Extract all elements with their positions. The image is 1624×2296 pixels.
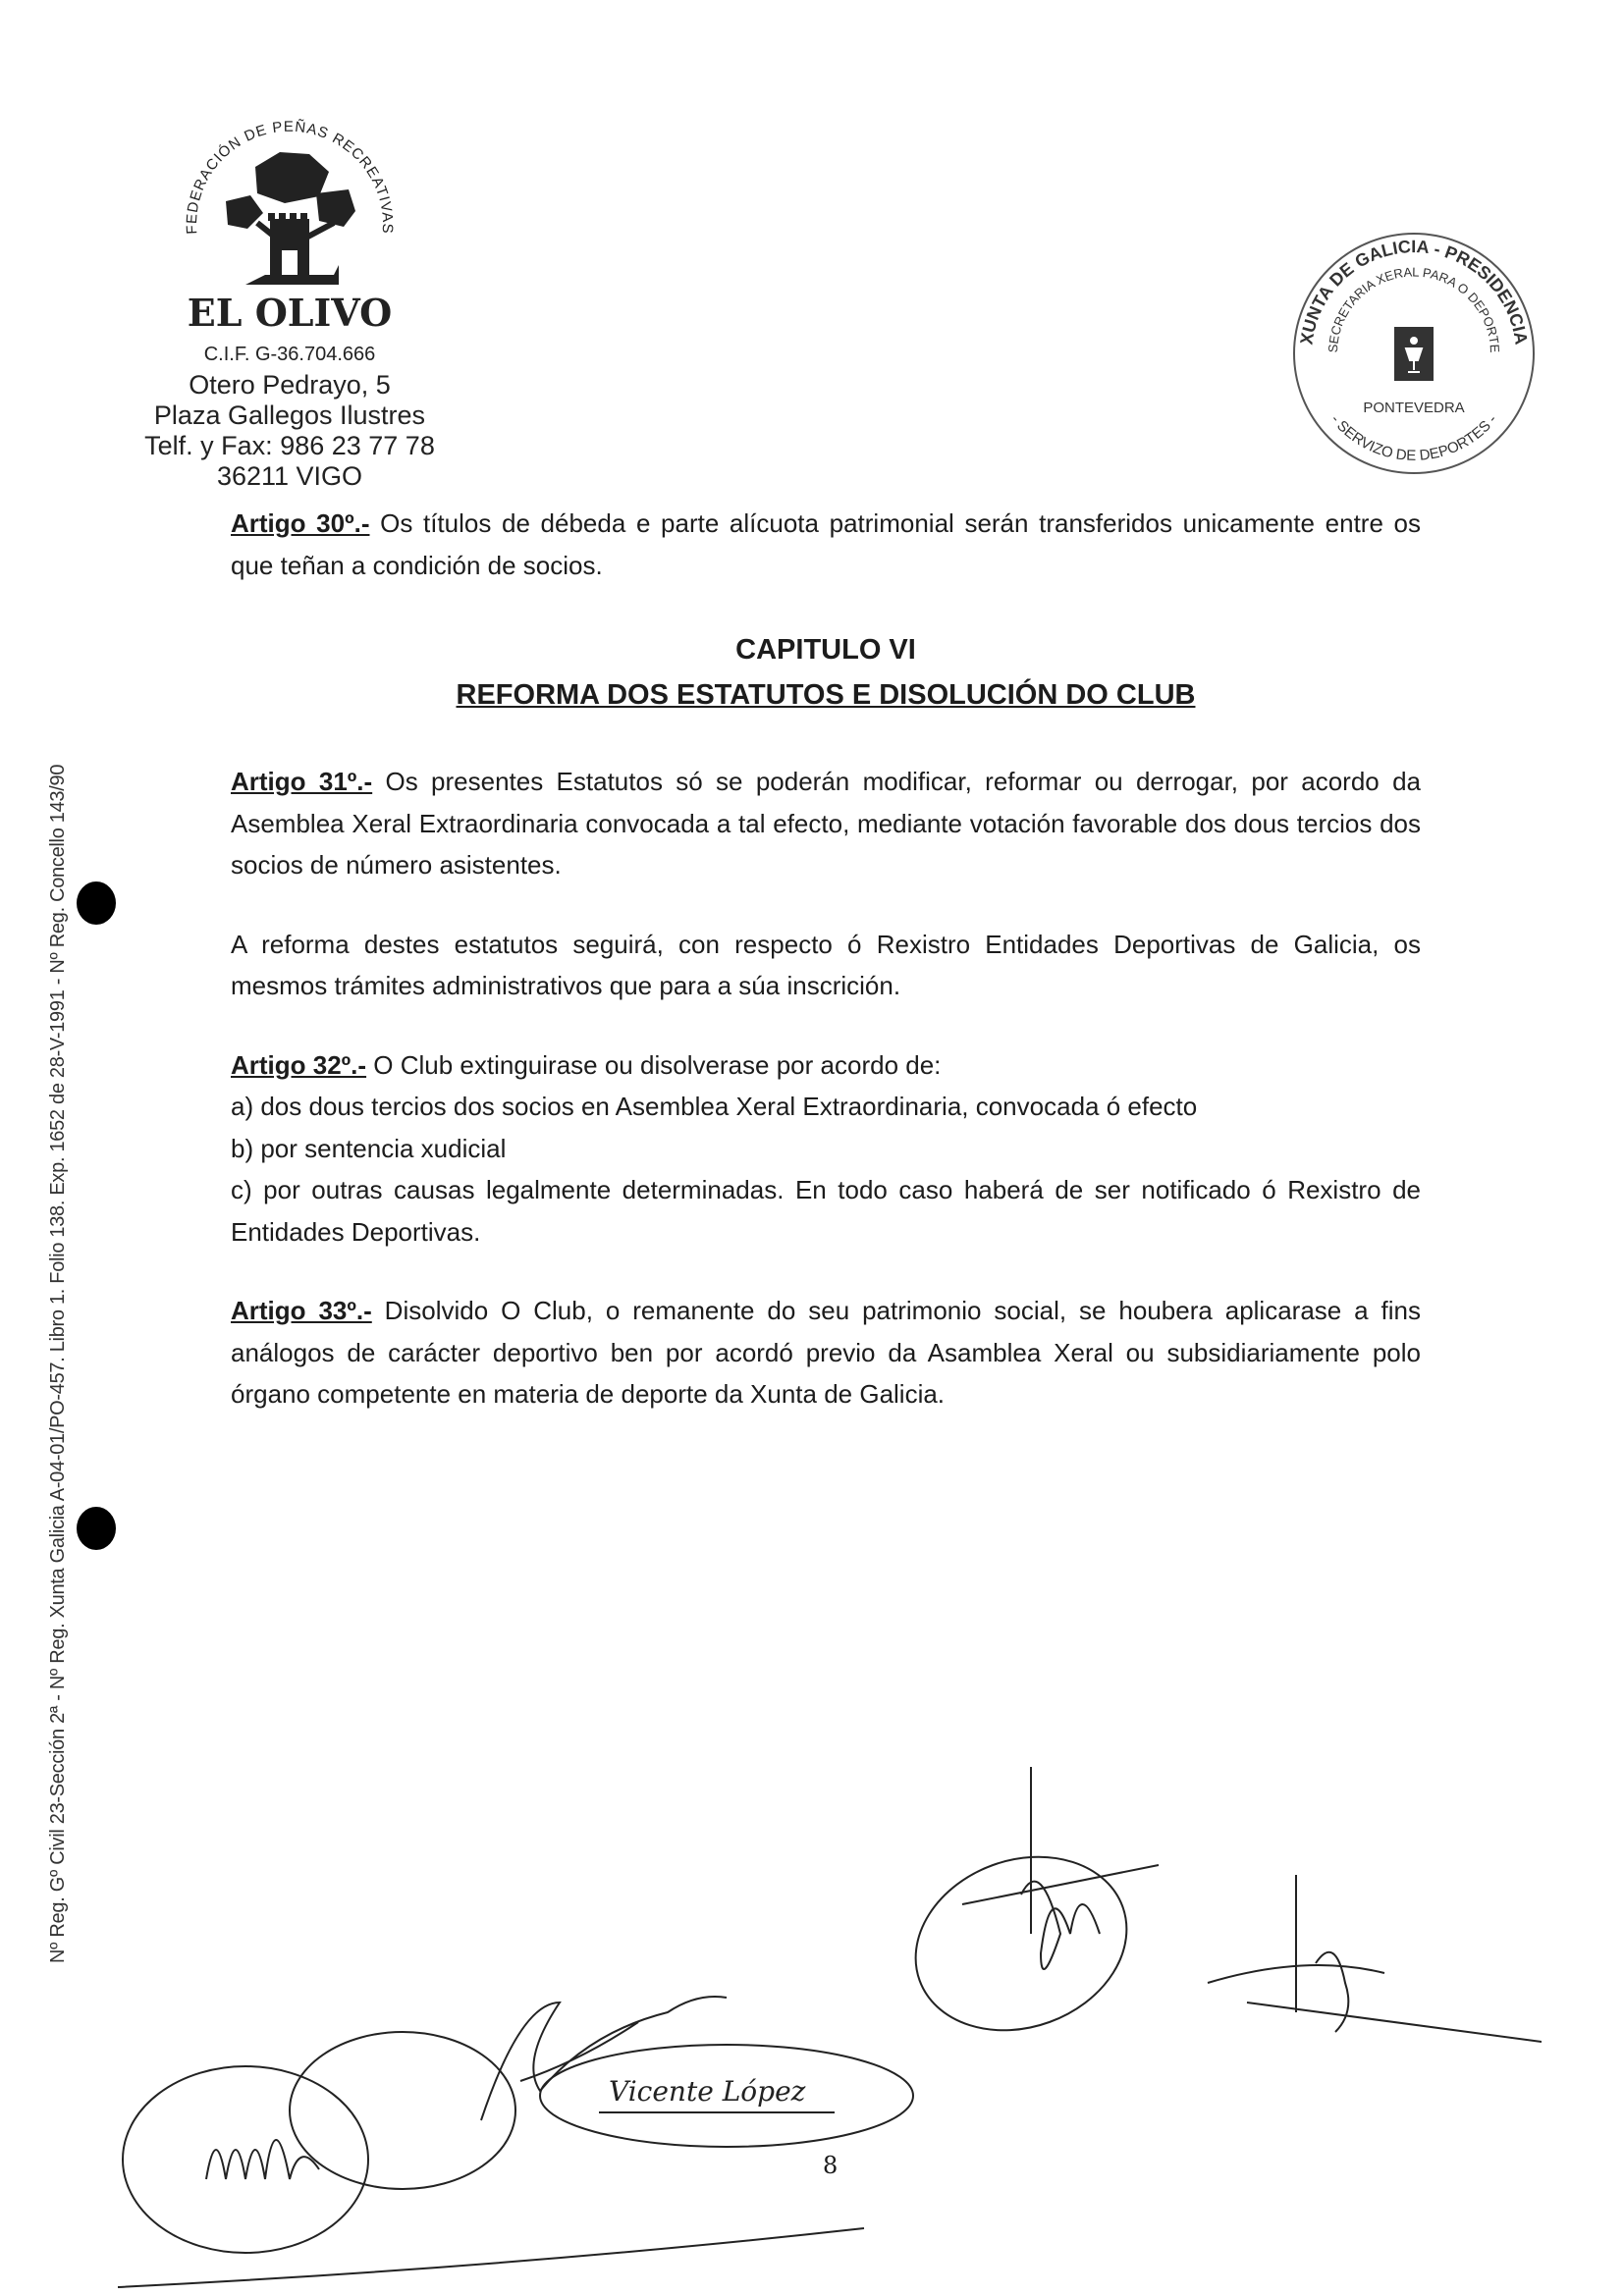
article-label: Artigo 30º.- [231,508,370,538]
chapter-subtitle: REFORMA DOS ESTATUTOS E DISOLUCIÓN DO CLUB [456,679,1196,711]
signature [1208,1875,1542,2042]
olive-tree-castle-icon [147,113,432,294]
signature [962,1767,1159,1969]
chapter-title: CAPITULO VI [735,634,916,666]
city: 36211 VIGO [216,461,363,491]
phone-fax: Telf. y Fax: 986 23 77 78 [144,431,435,460]
list-item: b) por sentencia xudicial [231,1133,507,1163]
article-31 [231,761,1421,886]
article-text: A reforma destes estatutos seguirá, con respecto ó Rexistro Entidades Deportivas de Galicia, os mesmos trámites administrativos que para a súa inscrición. [231,929,1421,1000]
article-text: Disolvido O Club, o remanente do seu patrimonio social, se houbera aplicarase a fins análogos de carácter deportivo ben por acordó previo da Asamblea Xeral ou subsidiariamente polo órgano competente en materia de deporte da Xunta de Galicia. [231,1296,1421,1409]
document-body [231,503,1421,1453]
punch-hole [77,1507,116,1550]
federation-arc-text: FEDERACIÓN DE PEÑAS RECREATIVAS [183,118,397,236]
list-item: c) por outras causas legalmente determinadas. En todo caso haberá de ser notificado ó Rexistro de Entidades Deportivas. [231,1175,1421,1247]
article-text: Os títulos de débeda e parte alícuota patrimonial serán transferidos unicamente entre os que teñan a condición de socios. [231,508,1422,580]
article-label: Artigo 31º.- [231,767,373,796]
registration-side-note: Nº Reg. Gº Civil 23-Sección 2ª - Nº Reg. Xunta Galicia A-04-01/PO-457. Libro 1. Folio 138. Exp. 1652 de 28-V-1991 - Nº Reg. Concello 143/90 [47,764,69,1963]
cif: C.I.F. G-36.704.666 [203,344,376,365]
list-item: a) dos dous tercios dos socios en Asemblea Xeral Extraordinaria, convocada ó efecto [231,1092,1198,1121]
stamp-city: PONTEVEDRA [1363,400,1465,416]
article-30 [231,503,1421,586]
signatures [118,1767,1542,2296]
article-33 [231,1290,1421,1415]
stamp-inner-text: SECRETARIA XERAL PARA O DEPORTE [1325,264,1503,353]
article-text: O Club extinguirase ou disolverase por acordo de: [366,1049,942,1080]
article-label: Artigo 33º.- [231,1296,372,1325]
article-31-paragraph-2 [231,924,1421,1007]
address-line-1: Otero Pedrayo, 5 [189,370,391,400]
official-stamp [1286,226,1542,481]
club-name: EL OLIVO [187,291,393,335]
punch-hole [77,881,116,925]
article-32 [231,1044,1421,1254]
article-label: Artigo 32º.- [231,1049,367,1080]
page-number: 8 [823,2152,839,2179]
stamp-bottom-text: - SERVIZO DE DEPORTES - [1326,411,1501,464]
address-line-2: Plaza Gallegos Ilustres [153,400,426,430]
article-text: Os presentes Estatutos só se poderán modificar, reformar ou derrogar, por acordo da Asemblea Xeral Extraordinaria convocada a tal efecto, mediante votación favorable dos dous tercios dos socios de número asistentes. [231,767,1421,880]
signature-text: Vicente López [609,2075,806,2108]
signature [123,2066,368,2253]
stamp-outer-text: XUNTA DE GALICIA - PRESIDENCIA [1296,237,1532,347]
